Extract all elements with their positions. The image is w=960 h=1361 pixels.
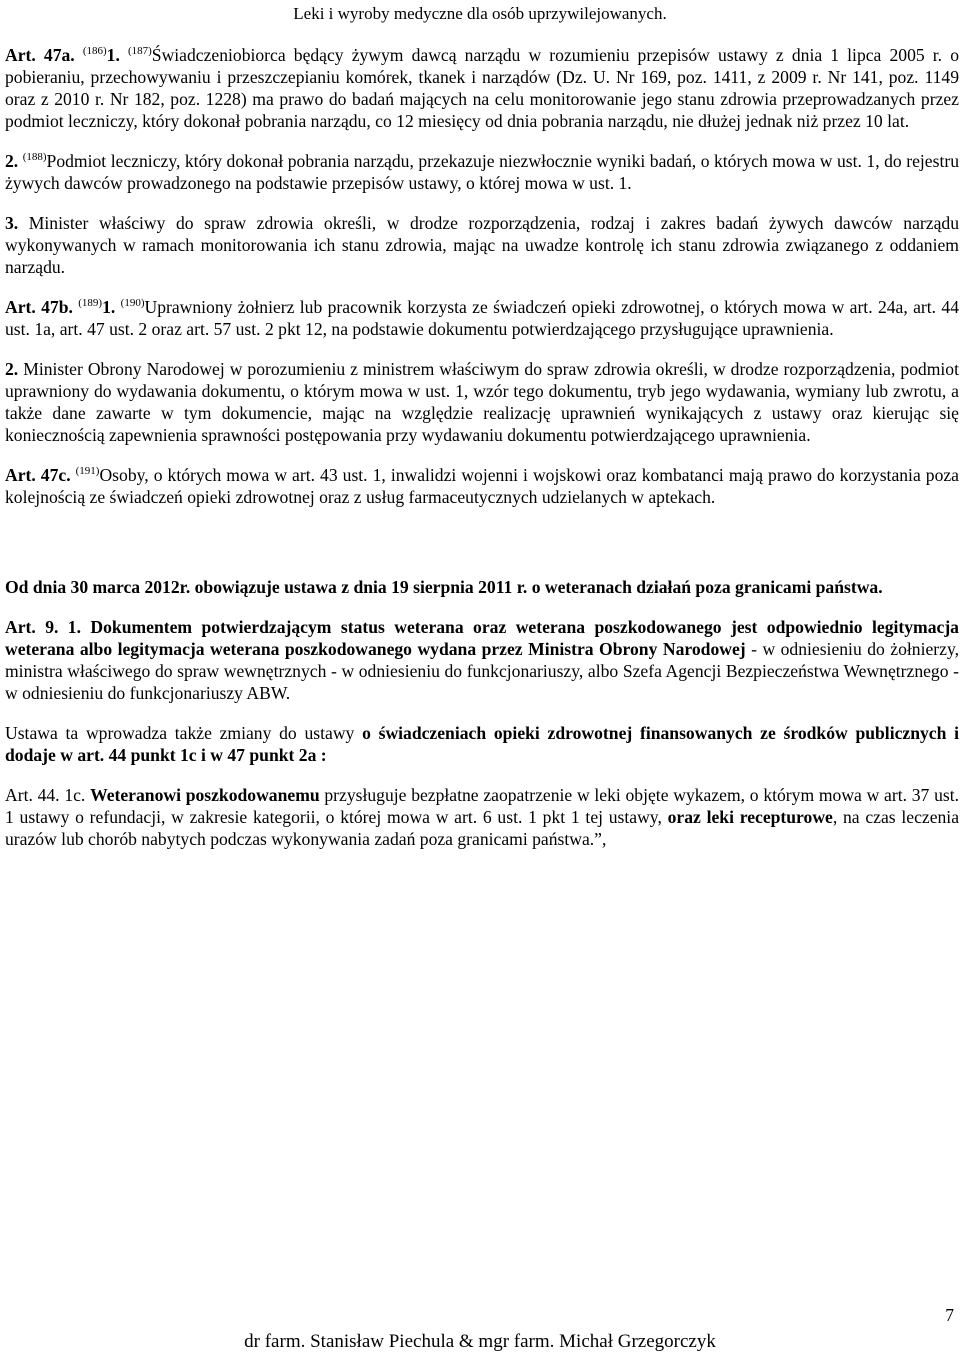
article-label: Art. 47b. — [5, 297, 73, 317]
paragraph-text: Minister właściwy do spraw zdrowia określi, w drodze rozporządzenia, rodzaj i zakres badań żywych dawców narządu wykonywanych w ramach monitorowania ich stanu zdrowia, mając na uwadze kontrolę ich stanu zdrowia związanego z oddaniem narządu. — [5, 213, 959, 277]
article-label: Art. 9. 1. — [5, 617, 81, 637]
paragraph-text: - w odniesieniu do żołnierzy, ministra właściwego do spraw wewnętrznych - w odniesieniu do funkcjonariuszy, albo Szefa Agencji Bezpieczeństwa Wewnętrznego - w odniesieniu do funkcjonariuszy ABW. — [5, 639, 959, 703]
notice-text: Od dnia 30 marca 2012r. obowiązuje ustawa z dnia 19 sierpnia 2011 r. o weteranach działań poza granicami państwa. — [5, 577, 883, 597]
paragraph-text: , na czas leczenia urazów lub chorób nabytych podczas wykonywania zadań poza granicami państwa.”, — [5, 807, 960, 849]
article-label: Art. 47c. — [5, 465, 71, 485]
bold-text: Weteranowi poszkodowanemu — [90, 785, 320, 805]
bold-text: Dokumentem potwierdzającym status weterana oraz weterana poszkodowanego jest odpowiednio legitymacja weterana albo legitymacja weterana poszkodowanego wydana przez Ministra Obrony Narodowej — [5, 617, 959, 659]
paragraph-text: Minister Obrony Narodowej w porozumieniu z ministrem właściwym do spraw zdrowia określi, w drodze rozporządzenia, podmiot uprawniony do wydawania dokumentu, o którym mowa w ust. 1, wzór tego dokumentu, tryb jego wydawania, wymiany lub zwrotu, a także dane zawarte w tym dokumencie, mając na względzie realizację uprawnień wynikających z ustawy oraz kierując się koniecznością zapewnienia sprawności postępowania przy wydawaniu dokumentu potwierdzającego uprawnienia. — [5, 359, 959, 445]
page-number: 7 — [945, 1305, 954, 1325]
paragraph-text: Osoby, o których mowa w art. 43 ust. 1, inwalidzi wojenni i wojskowi oraz kombatanci mają prawo do korzystania poza kolejnością ze świadczeń opieki zdrowotnej oraz z usług farmaceutycznych udzielanych w aptekach. — [5, 465, 959, 507]
art-47b-paragraph-1 — [5, 296, 959, 340]
running-header: Leki i wyroby medyczne dla osób uprzywilejowanych. — [293, 4, 667, 23]
footnote-ref: (191) — [75, 465, 100, 477]
paragraph-number: 3. — [5, 213, 19, 233]
paragraph-text: Ustawa ta wprowadza także zmiany do ustawy — [5, 723, 363, 743]
footnote-ref: (190) — [120, 297, 145, 309]
amendment-paragraph — [5, 722, 959, 766]
footnote-ref: (186) — [82, 45, 107, 57]
art-47a-paragraph-2 — [5, 150, 959, 194]
footnote-ref: (189) — [78, 297, 103, 309]
art-47b-paragraph-2 — [5, 358, 959, 446]
section-gap — [5, 526, 959, 576]
paragraph-number: 1. — [106, 45, 120, 65]
art-44-paragraph — [5, 784, 959, 850]
art-47a-paragraph-1 — [5, 44, 959, 132]
art-47a-paragraph-3 — [5, 212, 959, 278]
paragraph-number: 1. — [102, 297, 116, 317]
article-label: Art. 47a. — [5, 45, 75, 65]
document-body — [5, 44, 959, 868]
running-footer: dr farm. Stanisław Piechula & mgr farm. Michał Grzegorczyk — [244, 1331, 716, 1352]
art-47c-paragraph — [5, 464, 959, 508]
notice-paragraph — [5, 576, 959, 598]
paragraph-text: Podmiot leczniczy, który dokonał pobrania narządu, przekazuje niezwłocznie wyniki badań, o których mowa w ust. 1, do rejestru żywych dawców prowadzonego na podstawie przepisów ustawy, o której mowa w ust. 1. — [5, 151, 959, 193]
footnote-ref: (188) — [22, 151, 47, 163]
bold-text: oraz leki recepturowe — [667, 807, 833, 827]
paragraph-text: Świadczeniobiorca będący żywym dawcą narządu w rozumieniu przepisów ustawy z dnia 1 lipca 2005 r. o pobieraniu, przechowywaniu i przeszczepianiu komórek, tkanek i narządów (Dz. U. Nr 169, poz. 1411, z 2009 r. Nr 141, poz. 1149 oraz z 2010 r. Nr 182, poz. 1228) ma prawo do badań mających na celu monitorowanie jego stanu zdrowia przeprowadzanych przez podmiot leczniczy, który dokonał pobrania narządu, co 12 miesięcy od dnia pobrania narządu, nie dłużej jednak niż przez 10 lat. — [5, 45, 959, 131]
article-label: Art. 44. 1c. — [5, 785, 86, 805]
footnote-ref: (187) — [127, 45, 152, 57]
paragraph-number: 2. — [5, 359, 19, 379]
paragraph-text: przysługuje bezpłatne zaopatrzenie w leki objęte wykazem, o którym mowa w art. 37 ust. 1 ustawy o refundacji, w zakresie kategorii, o której mowa w art. 6 ust. 1 pkt 1 tej ustawy, — [5, 785, 959, 827]
paragraph-text: Uprawniony żołnierz lub pracownik korzysta ze świadczeń opieki zdrowotnej, o których mowa w art. 24a, art. 44 ust. 1a, art. 47 ust. 2 oraz art. 57 ust. 2 pkt 12, na podstawie dokumentu potwierdzającego przysługujące uprawnienia. — [5, 297, 959, 339]
art-9-paragraph — [5, 616, 959, 704]
bold-text: o świadczeniach opieki zdrowotnej finansowanych ze środków publicznych i dodaje w art. 44 punkt 1c i w 47 punkt 2a : — [5, 723, 960, 765]
paragraph-number: 2. — [5, 151, 19, 171]
